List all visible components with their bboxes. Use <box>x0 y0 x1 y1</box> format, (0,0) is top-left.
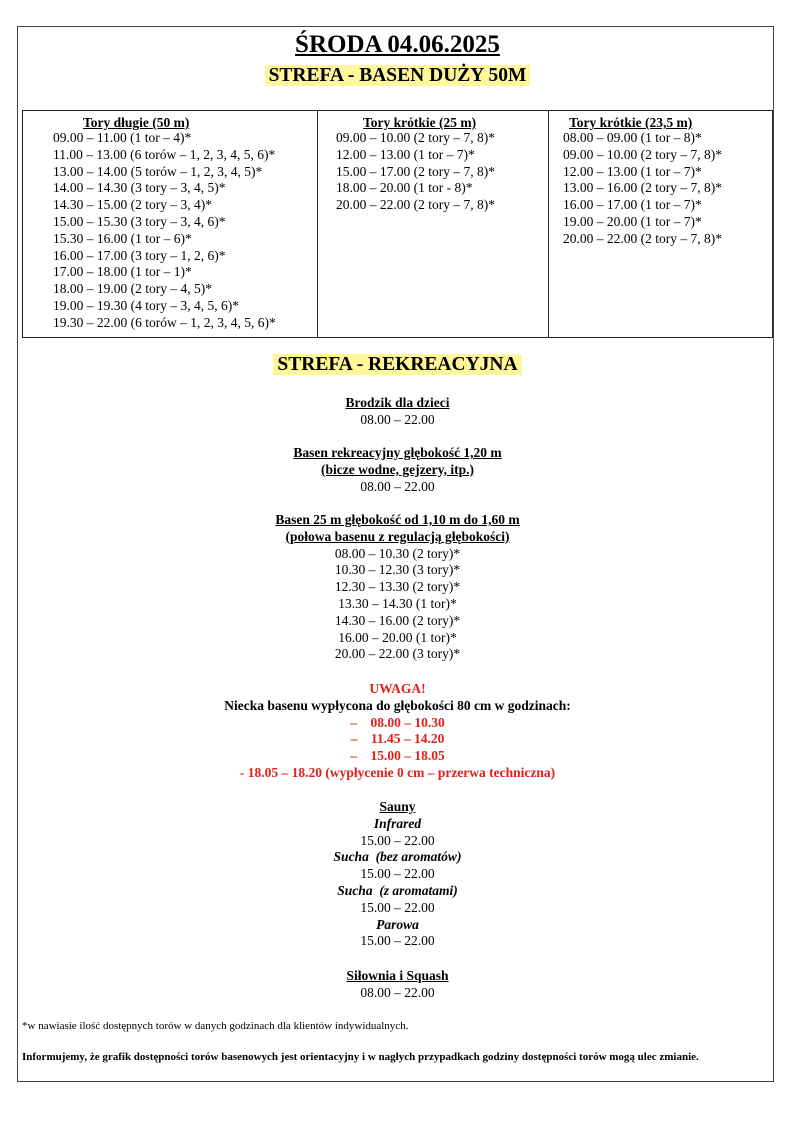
schedule-row: 16.00 – 17.00 (3 tory – 1, 2, 6)* <box>53 247 226 263</box>
schedule-row: 19.00 – 19.30 (4 tory – 3, 4, 5, 6)* <box>53 297 239 313</box>
sauna-hours: 15.00 – 22.00 <box>360 933 435 949</box>
pool25-section <box>0 512 795 663</box>
zone-title-50m-text: STREFA - BASEN DUŻY 50M <box>265 65 531 86</box>
schedule-row: 15.30 – 16.00 (1 tor – 6)* <box>53 230 192 246</box>
schedule-row: 20.00 – 22.00 (2 tory – 7, 8)* <box>336 197 495 213</box>
schedule-row: 19.30 – 22.00 (6 torów – 1, 2, 3, 4, 5, 6)* <box>53 314 276 330</box>
schedule-row: 16.00 – 17.00 (1 tor – 7)* <box>563 197 702 213</box>
sauna-hours: 15.00 – 22.00 <box>360 832 435 848</box>
schedule-row: 11.00 – 13.00 (6 torów – 1, 2, 3, 4, 5, 6)* <box>53 146 276 162</box>
saunas-section <box>0 799 795 950</box>
schedule-row: 09.00 – 10.00 (2 tory – 7, 8)* <box>336 130 495 145</box>
schedule-row: 14.00 – 14.30 (3 tory – 3, 4, 5)* <box>53 180 226 196</box>
lanes-rows <box>318 130 548 214</box>
disclaimer: Informujemy, że grafik dostępności torów basenowych jest orientacyjny i w nagłych przypadkach godziny dostępności torów mogą ulec zmianie. <box>22 1051 699 1063</box>
schedule-row: 14.30 – 16.00 (2 tory)* <box>334 612 461 628</box>
schedule-row: 17.00 – 18.00 (1 tor – 1)* <box>53 264 192 280</box>
gym-hours: 08.00 – 22.00 <box>360 984 435 1000</box>
pool25-rows <box>0 546 795 664</box>
schedule-row: 08.00 – 10.30 (2 tory)* <box>334 545 461 561</box>
saunas-heading: Sauny <box>379 799 416 814</box>
sauna-name: Sucha (z aromatami) <box>337 882 458 898</box>
rec-pool-subheading: (bicze wodne, gejzery, itp.) <box>321 461 474 477</box>
sauna-hours: 15.00 – 22.00 <box>360 899 435 915</box>
lanes-rows <box>549 130 772 248</box>
kids-pool-heading: Brodzik dla dzieci <box>345 395 450 410</box>
sauna-name: Infrared <box>373 815 422 831</box>
schedule-row: 13.00 – 16.00 (2 tory – 7, 8)* <box>563 180 722 196</box>
pool25-subheading: (połowa basenu z regulacją głębokości) <box>285 528 510 544</box>
schedule-row: 09.00 – 11.00 (1 tor – 4)* <box>53 130 192 145</box>
schedule-row: 13.00 – 14.00 (5 torów – 1, 2, 3, 4, 5)* <box>53 163 263 179</box>
zone-title-recreation-text: STREFA - REKREACYJNA <box>273 354 521 375</box>
lanes-column-short-25 <box>318 111 549 338</box>
schedule-row: 15.00 – 15.30 (3 tory – 3, 4, 6)* <box>53 213 226 229</box>
schedule-row: 12.00 – 13.00 (1 tor – 7)* <box>336 146 475 162</box>
schedule-row: 09.00 – 10.00 (2 tory – 7, 8)* <box>563 146 722 162</box>
warning-time: – 15.00 – 18.05 <box>350 748 445 764</box>
schedule-row: 20.00 – 22.00 (3 tory)* <box>334 646 461 662</box>
lanes-heading: Tory krótkie (23,5 m) <box>569 115 693 130</box>
schedule-row: 14.30 – 15.00 (2 tory – 3, 4)* <box>53 197 212 213</box>
gym-section <box>0 968 795 1002</box>
warning-time: – 08.00 – 10.30 <box>350 714 445 730</box>
schedule-row: 12.00 – 13.00 (1 tor – 7)* <box>563 163 702 179</box>
lanes-column-long <box>23 111 318 338</box>
schedule-row: 12.30 – 13.30 (2 tory)* <box>334 579 461 595</box>
sauna-name: Sucha (bez aromatów) <box>333 849 462 865</box>
zone-title-50m <box>0 64 795 88</box>
lanes-rows <box>23 130 317 332</box>
sauna-hours: 15.00 – 22.00 <box>360 866 435 882</box>
schedule-row: 20.00 – 22.00 (2 tory – 7, 8)* <box>563 230 722 246</box>
lanes-column-short-23 <box>549 111 773 338</box>
schedule-row: 18.00 – 19.00 (2 tory – 4, 5)* <box>53 281 212 297</box>
rec-pool-heading: Basen rekreacyjny głębokość 1,20 m <box>293 445 502 460</box>
warning-section <box>0 681 795 782</box>
zone-title-recreation <box>0 353 795 377</box>
footnote: *w nawiasie ilość dostępnych torów w danych godzinach dla klientów indywidualnych. <box>22 1020 409 1032</box>
warning-break: - 18.05 – 18.20 (wypłycenie 0 cm – przerwa techniczna) <box>239 764 556 780</box>
warning-text: Niecka basenu wypłycona do głębokości 80 cm w godzinach: <box>224 697 571 713</box>
rec-pool-section <box>0 445 795 495</box>
warning-label: UWAGA! <box>369 681 426 696</box>
lanes-heading: Tory krótkie (25 m) <box>363 115 477 130</box>
schedule-row: 13.30 – 14.30 (1 tor)* <box>338 595 457 611</box>
schedule-row: 10.30 – 12.30 (3 tory)* <box>334 562 461 578</box>
schedule-row: 08.00 – 09.00 (1 tor – 8)* <box>563 130 702 145</box>
lanes-table <box>22 110 773 338</box>
page-title: ŚRODA 04.06.2025 <box>295 31 500 58</box>
rec-pool-hours: 08.00 – 22.00 <box>360 478 435 494</box>
warning-time: – 11.45 – 14.20 <box>350 731 445 747</box>
schedule-row: 18.00 – 20.00 (1 tor - 8)* <box>336 180 473 196</box>
schedule-row: 16.00 – 20.00 (1 tor)* <box>338 629 457 645</box>
gym-heading: Siłownia i Squash <box>346 968 449 983</box>
kids-pool-section <box>0 395 795 429</box>
lanes-heading: Tory długie (50 m) <box>83 115 190 130</box>
schedule-row: 15.00 – 17.00 (2 tory – 7, 8)* <box>336 163 495 179</box>
sauna-name: Parowa <box>376 916 419 932</box>
kids-pool-hours: 08.00 – 22.00 <box>360 411 435 427</box>
schedule-row: 19.00 – 20.00 (1 tor – 7)* <box>563 213 702 229</box>
pool25-heading: Basen 25 m głębokość od 1,10 m do 1,60 m <box>275 512 520 527</box>
